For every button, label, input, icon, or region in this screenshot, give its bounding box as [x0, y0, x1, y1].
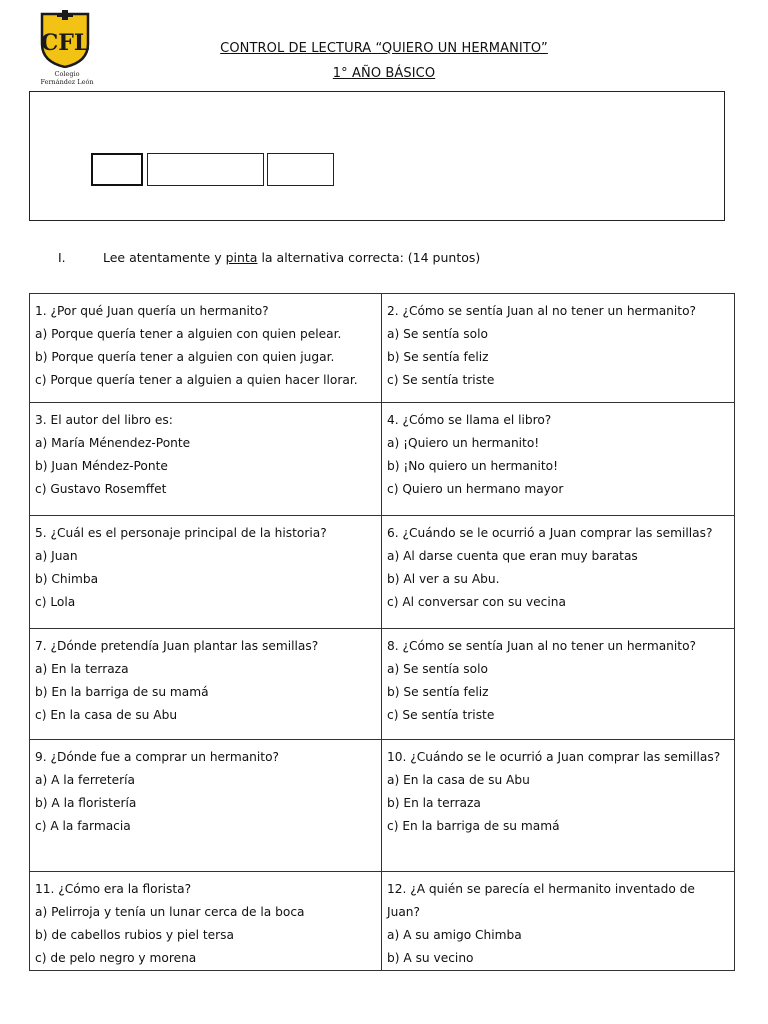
- table-row: [30, 872, 735, 971]
- question-cell-5: [30, 516, 382, 629]
- answer-option-c[interactable]: c) A la farmacia: [35, 819, 131, 833]
- question-text: 7. ¿Dónde pretendía Juan plantar las semillas?: [35, 639, 319, 653]
- info-field-box-1[interactable]: [91, 153, 143, 186]
- answer-option-b[interactable]: b) Porque quería tener a alguien con quien jugar.: [35, 350, 335, 364]
- question-text: 5. ¿Cuál es el personaje principal de la historia?: [35, 526, 327, 540]
- question-cell-9: [30, 740, 382, 872]
- answer-option-b[interactable]: b) de cabellos rubios y piel tersa: [35, 928, 234, 942]
- question-text: 12. ¿A quién se parecía el hermanito inventado de Juan?: [387, 882, 695, 919]
- question-cell-12: [382, 872, 735, 971]
- answer-option-c[interactable]: c) Al conversar con su vecina: [387, 595, 566, 609]
- logo-caption-line2: Fernández León: [40, 78, 94, 86]
- question-cell-7: [30, 629, 382, 740]
- table-row: [30, 629, 735, 740]
- answer-option-a[interactable]: a) A su amigo Chimba: [387, 928, 522, 942]
- document-title: CONTROL DE LECTURA “QUIERO UN HERMANITO”: [220, 41, 548, 56]
- question-text: 9. ¿Dónde fue a comprar un hermanito?: [35, 750, 279, 764]
- question-cell-10: [382, 740, 735, 872]
- answer-option-a[interactable]: a) En la casa de su Abu: [387, 773, 530, 787]
- answer-option-b[interactable]: b) ¡No quiero un hermanito!: [387, 459, 559, 473]
- table-row: [30, 516, 735, 629]
- answer-option-b[interactable]: b) Al ver a su Abu.: [387, 572, 500, 586]
- answer-option-b[interactable]: b) Se sentía feliz: [387, 350, 489, 364]
- answer-option-c[interactable]: c) Lola: [35, 595, 76, 609]
- document-subtitle: 1° AÑO BÁSICO: [332, 66, 436, 81]
- instruction-text-start: Lee atentamente y: [103, 250, 226, 265]
- logo-monogram: CFL: [40, 30, 90, 56]
- school-logo: [30, 10, 104, 86]
- logo-caption-line1: Colegio: [54, 70, 80, 78]
- section-number: I.: [58, 250, 66, 265]
- question-cell-6: [382, 516, 735, 629]
- table-row: [30, 403, 735, 516]
- school-crest-icon: [38, 10, 92, 68]
- question-text: 4. ¿Cómo se llama el libro?: [387, 413, 552, 427]
- answer-option-c[interactable]: c) En la casa de su Abu: [35, 708, 178, 722]
- question-cell-2: [382, 294, 735, 403]
- answer-option-c[interactable]: c) Gustavo Rosemffet: [35, 482, 167, 496]
- answer-option-c[interactable]: c) Se sentía triste: [387, 708, 495, 722]
- table-row: [30, 294, 735, 403]
- instruction-text: [103, 250, 480, 265]
- answer-option-a[interactable]: a) Se sentía solo: [387, 327, 488, 341]
- answer-option-a[interactable]: a) En la terraza: [35, 662, 129, 676]
- table-row: [30, 740, 735, 872]
- answer-option-a[interactable]: a) ¡Quiero un hermanito!: [387, 436, 540, 450]
- answer-option-b[interactable]: b) A su vecino: [387, 951, 474, 965]
- answer-option-c[interactable]: c) Porque quería tener a alguien a quien hacer llorar.: [35, 373, 358, 387]
- instruction-text-end: la alternativa correcta: (14 puntos): [257, 250, 481, 265]
- question-cell-11: [30, 872, 382, 971]
- answer-option-a[interactable]: a) A la ferretería: [35, 773, 136, 787]
- answer-option-c[interactable]: c) de pelo negro y morena: [35, 951, 197, 965]
- question-cell-3: [30, 403, 382, 516]
- questions-table: [29, 293, 735, 971]
- answer-option-c[interactable]: c) Se sentía triste: [387, 373, 495, 387]
- answer-option-a[interactable]: a) María Ménendez-Ponte: [35, 436, 191, 450]
- answer-option-b[interactable]: b) A la floristería: [35, 796, 137, 810]
- question-text: 8. ¿Cómo se sentía Juan al no tener un hermanito?: [387, 639, 696, 653]
- answer-option-a[interactable]: a) Se sentía solo: [387, 662, 488, 676]
- answer-option-a[interactable]: a) Al darse cuenta que eran muy baratas: [387, 549, 638, 563]
- question-text: 6. ¿Cuándo se le ocurrió a Juan comprar las semillas?: [387, 526, 713, 540]
- question-text: 1. ¿Por qué Juan quería un hermanito?: [35, 304, 269, 318]
- answer-option-a[interactable]: a) Juan: [35, 549, 78, 563]
- info-field-box-3[interactable]: [267, 153, 334, 186]
- info-field-box-2[interactable]: [147, 153, 264, 186]
- question-text: 2. ¿Cómo se sentía Juan al no tener un hermanito?: [387, 304, 696, 318]
- question-cell-8: [382, 629, 735, 740]
- answer-option-b[interactable]: b) En la terraza: [387, 796, 481, 810]
- answer-option-c[interactable]: c) En la barriga de su mamá: [387, 819, 560, 833]
- instruction-keyword: pinta: [225, 250, 258, 265]
- answer-option-b[interactable]: b) Chimba: [35, 572, 99, 586]
- answer-option-b[interactable]: b) Juan Méndez-Ponte: [35, 459, 168, 473]
- question-cell-4: [382, 403, 735, 516]
- logo-caption: [30, 70, 104, 86]
- question-cell-1: [30, 294, 382, 403]
- question-text: 3. El autor del libro es:: [35, 413, 173, 427]
- answer-option-b[interactable]: b) En la barriga de su mamá: [35, 685, 209, 699]
- answer-option-c[interactable]: c) Quiero un hermano mayor: [387, 482, 564, 496]
- answer-option-a[interactable]: a) Pelirroja y tenía un lunar cerca de la boca: [35, 905, 305, 919]
- answer-option-a[interactable]: a) Porque quería tener a alguien con quien pelear.: [35, 327, 342, 341]
- question-text: 11. ¿Cómo era la florista?: [35, 882, 192, 896]
- question-text: 10. ¿Cuándo se le ocurrió a Juan comprar las semillas?: [387, 750, 721, 764]
- answer-option-b[interactable]: b) Se sentía feliz: [387, 685, 489, 699]
